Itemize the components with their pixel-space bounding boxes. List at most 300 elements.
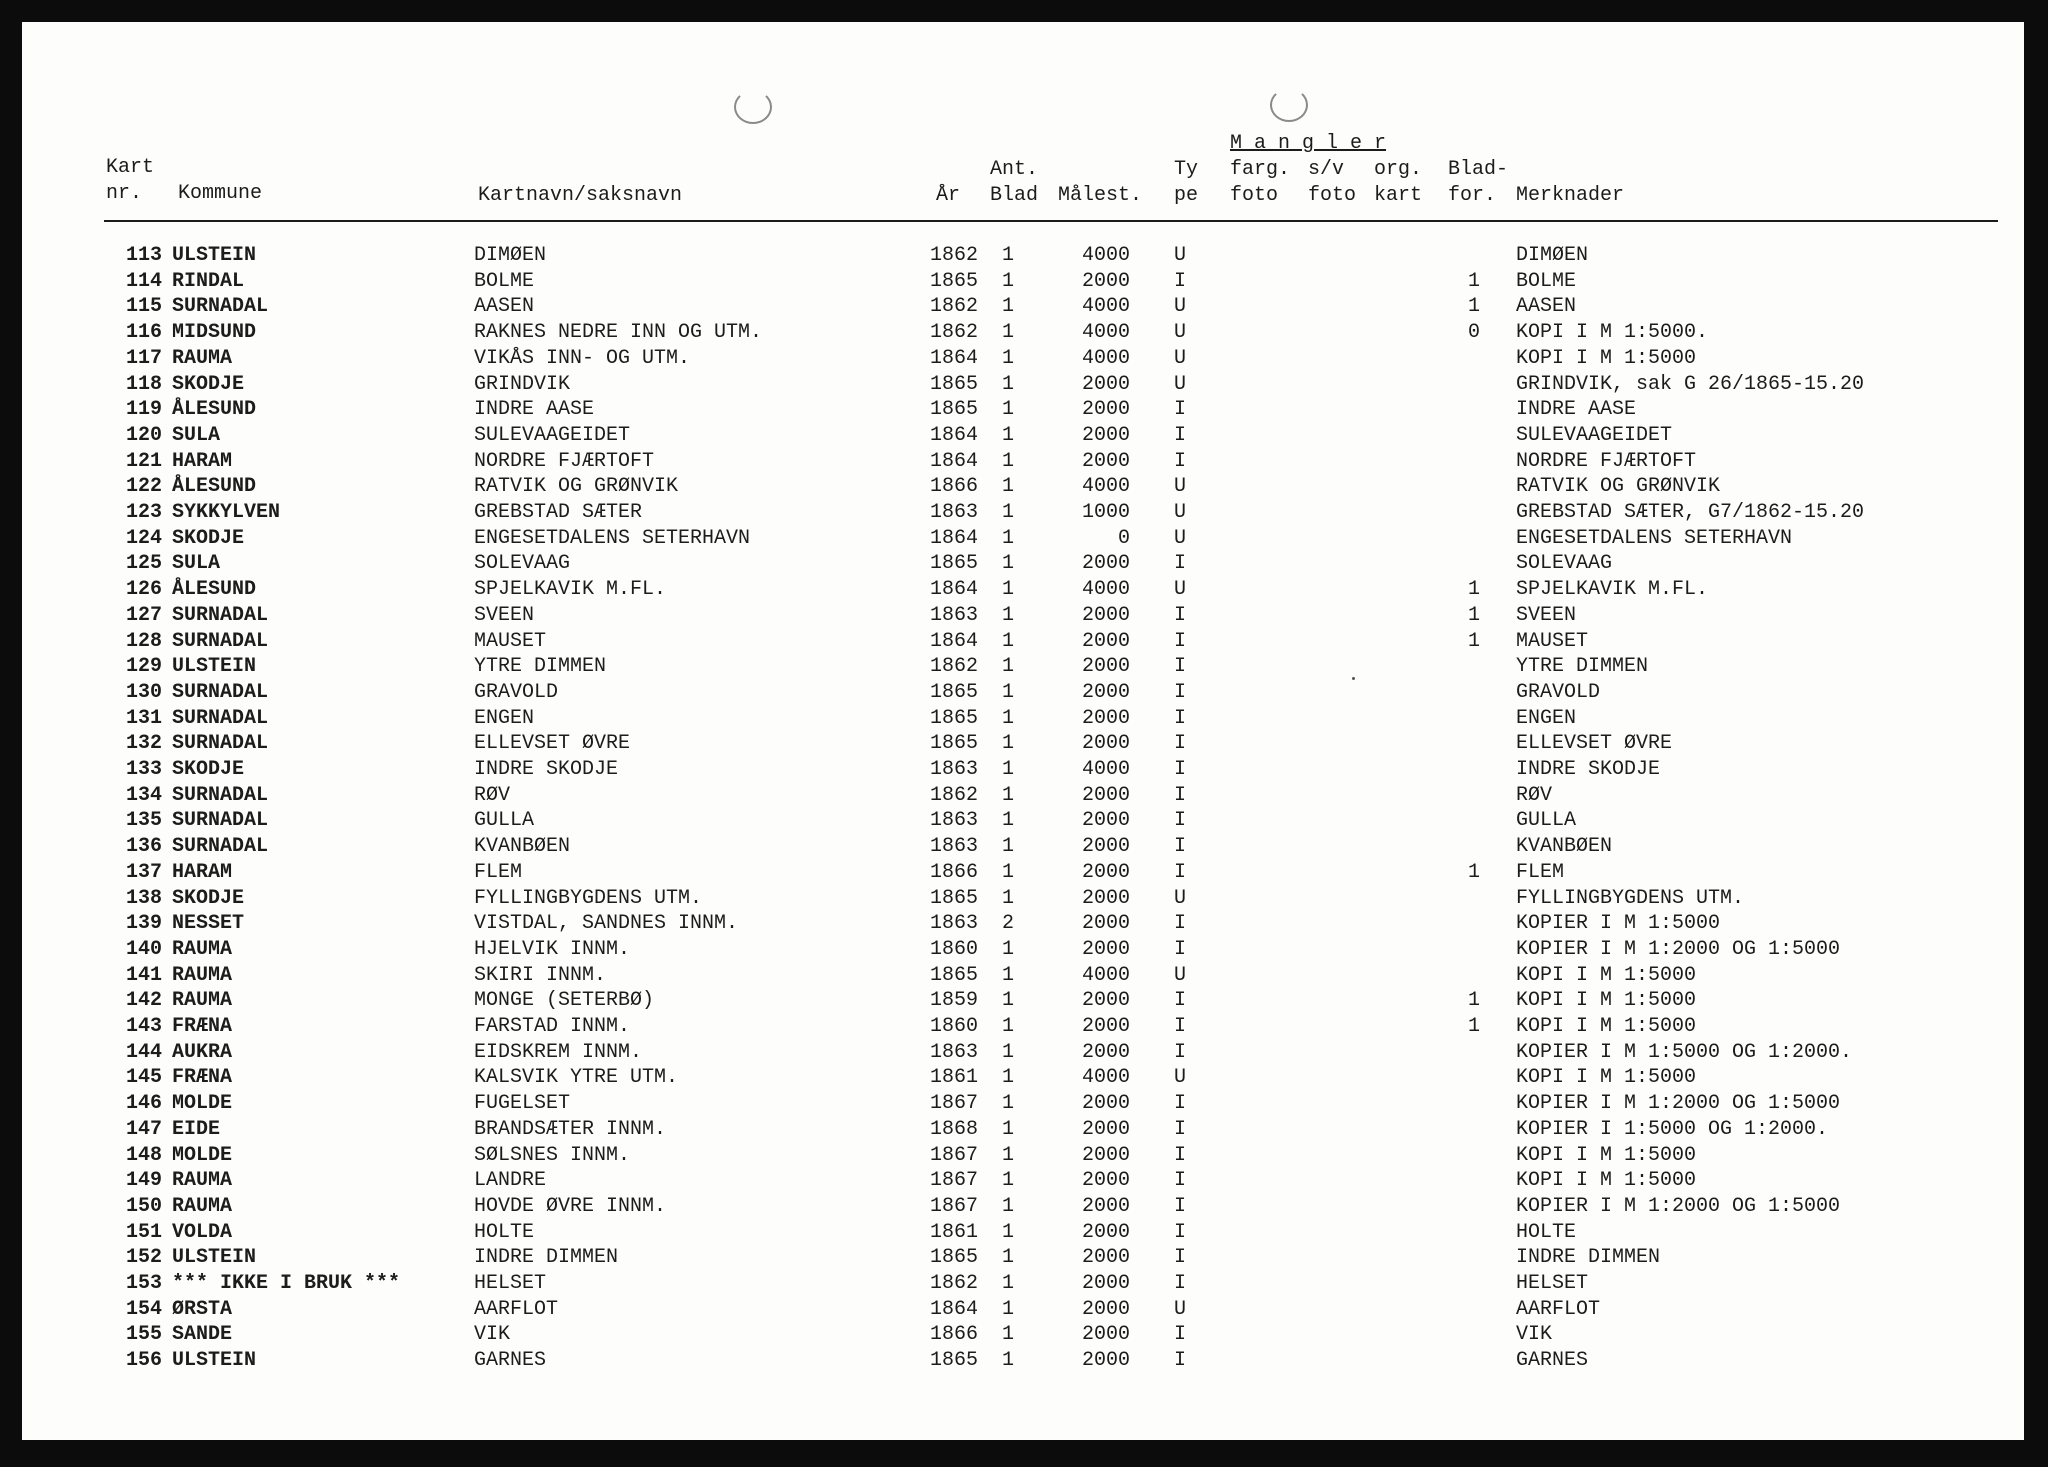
cell-map-name: FLEM xyxy=(474,861,523,884)
cell-sheet-count: 1 xyxy=(1002,1169,1015,1192)
cell-remarks: KOPI I M 1:5000 xyxy=(1516,1066,1697,1089)
cell-map-name: SVEEN xyxy=(474,604,535,627)
cell-year: 1867 xyxy=(929,1195,978,1218)
cell-map-type: I xyxy=(1174,1272,1187,1295)
cell-map-name: SKIRI INNM. xyxy=(474,964,607,987)
cell-remarks: FYLLINGBYGDENS UTM. xyxy=(1516,887,1745,910)
header-org-line2: kart xyxy=(1374,184,1423,207)
cell-remarks: ENGEN xyxy=(1516,707,1577,730)
mangler-heading: M a n g l e r xyxy=(1230,132,1387,155)
cell-map-number: 147 xyxy=(125,1118,162,1141)
cell-sheet-count: 1 xyxy=(1002,295,1015,318)
cell-map-number: 134 xyxy=(125,784,162,807)
cell-scale: 2000 xyxy=(1081,552,1130,575)
cell-map-name: AARFLOT xyxy=(474,1298,559,1321)
cell-map-name: INDRE AASE xyxy=(474,398,595,421)
cell-map-name: GRINDVIK xyxy=(474,373,571,396)
table-row xyxy=(22,424,2024,450)
cell-year: 1863 xyxy=(929,604,978,627)
cell-map-number: 154 xyxy=(125,1298,162,1321)
cell-scale: 2000 xyxy=(1081,1272,1130,1295)
cell-sheet-count: 1 xyxy=(1002,630,1015,653)
cell-municipality: MOLDE xyxy=(172,1144,233,1167)
cell-municipality: SURNADAL xyxy=(172,809,269,832)
cell-map-number: 123 xyxy=(125,501,162,524)
cell-map-name: SØLSNES INNM. xyxy=(474,1144,631,1167)
header-bladfor-line2: for. xyxy=(1448,184,1497,207)
cell-remarks: ENGESETDALENS SETERHAVN xyxy=(1516,527,1793,550)
cell-remarks: HOLTE xyxy=(1516,1221,1577,1244)
cell-sheet-count: 1 xyxy=(1002,861,1015,884)
cell-map-type: I xyxy=(1174,1144,1187,1167)
cell-scale: 2000 xyxy=(1081,604,1130,627)
table-row xyxy=(22,552,2024,578)
cell-map-name: LANDRE xyxy=(474,1169,547,1192)
cell-map-type: U xyxy=(1174,1066,1187,1089)
cell-map-type: I xyxy=(1174,1041,1187,1064)
cell-sheet-count: 1 xyxy=(1002,1323,1015,1346)
cell-year: 1865 xyxy=(929,552,978,575)
table-row xyxy=(22,964,2024,990)
cell-map-type: I xyxy=(1174,424,1187,447)
cell-sheet-count: 1 xyxy=(1002,501,1015,524)
table-row xyxy=(22,912,2024,938)
cell-municipality: SURNADAL xyxy=(172,604,269,627)
cell-missing-sheet: 1 xyxy=(1467,1015,1480,1038)
cell-map-number: 116 xyxy=(125,321,162,344)
cell-remarks: KVANBØEN xyxy=(1516,835,1613,858)
cell-municipality: AUKRA xyxy=(172,1041,233,1064)
cell-map-name: ENGESETDALENS SETERHAVN xyxy=(474,527,751,550)
cell-remarks: KOPI I M 1:5000 xyxy=(1516,989,1697,1012)
cell-missing-sheet: 1 xyxy=(1467,989,1480,1012)
cell-sheet-count: 1 xyxy=(1002,681,1015,704)
cell-map-name: GRAVOLD xyxy=(474,681,559,704)
cell-municipality: ULSTEIN xyxy=(172,1246,257,1269)
cell-municipality: SULA xyxy=(172,424,221,447)
cell-remarks: BOLME xyxy=(1516,270,1577,293)
header-type-line2: pe xyxy=(1174,184,1199,207)
cell-year: 1861 xyxy=(929,1221,978,1244)
cell-map-number: 114 xyxy=(125,270,162,293)
table-row xyxy=(22,1349,2024,1375)
cell-map-name: BRANDSÆTER INNM. xyxy=(474,1118,667,1141)
document-page xyxy=(22,22,2024,1440)
cell-municipality: ÅLESUND xyxy=(172,578,257,601)
cell-sheet-count: 1 xyxy=(1002,1246,1015,1269)
cell-sheet-count: 1 xyxy=(1002,1066,1015,1089)
cell-remarks: ELLEVSET ØVRE xyxy=(1516,732,1673,755)
cell-map-name: INDRE DIMMEN xyxy=(474,1246,619,1269)
cell-municipality: SURNADAL xyxy=(172,681,269,704)
table-row xyxy=(22,1195,2024,1221)
table-row xyxy=(22,1221,2024,1247)
cell-year: 1863 xyxy=(929,912,978,935)
cell-year: 1867 xyxy=(929,1144,978,1167)
cell-municipality: SYKKYLVEN xyxy=(172,501,281,524)
cell-sheet-count: 1 xyxy=(1002,1041,1015,1064)
cell-map-type: I xyxy=(1174,1246,1187,1269)
cell-remarks: KOPIER I M 1:5000 OG 1:2000. xyxy=(1516,1041,1853,1064)
cell-scale: 2000 xyxy=(1081,1118,1130,1141)
cell-map-type: U xyxy=(1174,964,1187,987)
cell-remarks: YTRE DIMMEN xyxy=(1516,655,1649,678)
cell-year: 1865 xyxy=(929,964,978,987)
cell-remarks: KOPIER I M 1:2000 OG 1:5000 xyxy=(1516,938,1841,961)
cell-map-type: I xyxy=(1174,758,1187,781)
table-row xyxy=(22,655,2024,681)
cell-year: 1860 xyxy=(929,938,978,961)
cell-year: 1865 xyxy=(929,887,978,910)
cell-remarks: VIK xyxy=(1516,1323,1553,1346)
cell-map-type: I xyxy=(1174,1015,1187,1038)
cell-map-name: RØV xyxy=(474,784,511,807)
cell-year: 1868 xyxy=(929,1118,978,1141)
cell-map-type: I xyxy=(1174,604,1187,627)
cell-map-type: U xyxy=(1174,527,1187,550)
header-malest: Målest. xyxy=(1058,184,1143,207)
header-rule xyxy=(104,220,1998,222)
cell-sheet-count: 1 xyxy=(1002,938,1015,961)
cell-map-number: 126 xyxy=(125,578,162,601)
cell-map-type: I xyxy=(1174,989,1187,1012)
cell-scale: 2000 xyxy=(1081,732,1130,755)
cell-remarks: GARNES xyxy=(1516,1349,1589,1372)
cell-sheet-count: 1 xyxy=(1002,321,1015,344)
cell-remarks: RØV xyxy=(1516,784,1553,807)
cell-year: 1864 xyxy=(929,347,978,370)
cell-map-number: 149 xyxy=(125,1169,162,1192)
cell-missing-sheet: 1 xyxy=(1467,270,1480,293)
cell-remarks: RATVIK OG GRØNVIK xyxy=(1516,475,1721,498)
cell-municipality: SURNADAL xyxy=(172,835,269,858)
cell-municipality: RAUMA xyxy=(172,347,233,370)
cell-year: 1864 xyxy=(929,1298,978,1321)
table-row xyxy=(22,1015,2024,1041)
cell-remarks: SVEEN xyxy=(1516,604,1577,627)
cell-sheet-count: 1 xyxy=(1002,707,1015,730)
cell-municipality: SURNADAL xyxy=(172,295,269,318)
cell-scale: 2000 xyxy=(1081,938,1130,961)
cell-map-name: YTRE DIMMEN xyxy=(474,655,607,678)
cell-map-number: 120 xyxy=(125,424,162,447)
cell-sheet-count: 2 xyxy=(1002,912,1015,935)
cell-sheet-count: 1 xyxy=(1002,732,1015,755)
cell-year: 1863 xyxy=(929,835,978,858)
cell-map-type: U xyxy=(1174,373,1187,396)
cell-scale: 2000 xyxy=(1081,989,1130,1012)
table-row xyxy=(22,475,2024,501)
cell-sheet-count: 1 xyxy=(1002,835,1015,858)
cell-remarks: DIMØEN xyxy=(1516,244,1589,267)
cell-map-number: 137 xyxy=(125,861,162,884)
cell-remarks: KOPI I M 1:5000 xyxy=(1516,1169,1697,1192)
cell-remarks: KOPIER I M 1:5000 xyxy=(1516,912,1721,935)
table-row xyxy=(22,527,2024,553)
cell-year: 1863 xyxy=(929,1041,978,1064)
table-row xyxy=(22,604,2024,630)
cell-year: 1860 xyxy=(929,1015,978,1038)
cell-scale: 2000 xyxy=(1081,655,1130,678)
cell-year: 1867 xyxy=(929,1092,978,1115)
cell-scale: 2000 xyxy=(1081,424,1130,447)
cell-scale: 4000 xyxy=(1081,1066,1130,1089)
table-row xyxy=(22,321,2024,347)
header-blad-line2: Blad xyxy=(990,184,1039,207)
header-sv-line1: s/v xyxy=(1308,158,1345,181)
cell-remarks: HELSET xyxy=(1516,1272,1589,1295)
cell-municipality: RAUMA xyxy=(172,938,233,961)
cell-map-type: I xyxy=(1174,270,1187,293)
cell-scale: 2000 xyxy=(1081,270,1130,293)
cell-sheet-count: 1 xyxy=(1002,1272,1015,1295)
cell-municipality: SULA xyxy=(172,552,221,575)
cell-sheet-count: 1 xyxy=(1002,1015,1015,1038)
cell-map-name: HOLTE xyxy=(474,1221,535,1244)
cell-map-type: I xyxy=(1174,1323,1187,1346)
header-sv-line2: foto xyxy=(1308,184,1357,207)
cell-remarks: NORDRE FJÆRTOFT xyxy=(1516,450,1697,473)
cell-year: 1867 xyxy=(929,1169,978,1192)
table-row xyxy=(22,1041,2024,1067)
cell-municipality: SKODJE xyxy=(172,887,245,910)
cell-year: 1862 xyxy=(929,655,978,678)
cell-municipality: RAUMA xyxy=(172,1169,233,1192)
cell-map-type: I xyxy=(1174,809,1187,832)
cell-year: 1864 xyxy=(929,630,978,653)
cell-year: 1865 xyxy=(929,707,978,730)
table-row xyxy=(22,732,2024,758)
cell-sheet-count: 1 xyxy=(1002,244,1015,267)
cell-remarks: SOLEVAAG xyxy=(1516,552,1613,575)
cell-map-type: U xyxy=(1174,244,1187,267)
header-kommune: Kommune xyxy=(178,182,263,205)
cell-map-number: 113 xyxy=(125,244,162,267)
cell-scale: 2000 xyxy=(1081,912,1130,935)
cell-map-number: 115 xyxy=(125,295,162,318)
cell-remarks: FLEM xyxy=(1516,861,1565,884)
cell-scale: 4000 xyxy=(1081,578,1130,601)
cell-year: 1864 xyxy=(929,424,978,447)
cell-map-type: U xyxy=(1174,578,1187,601)
cell-sheet-count: 1 xyxy=(1002,527,1015,550)
header-aar: År xyxy=(936,184,961,207)
cell-missing-sheet: 1 xyxy=(1467,630,1480,653)
header-blad-line1: Ant. xyxy=(990,158,1039,181)
cell-map-name: GARNES xyxy=(474,1349,547,1372)
table-row xyxy=(22,887,2024,913)
cell-scale: 2000 xyxy=(1081,1349,1130,1372)
cell-sheet-count: 1 xyxy=(1002,989,1015,1012)
cell-map-type: U xyxy=(1174,475,1187,498)
cell-map-number: 131 xyxy=(125,707,162,730)
cell-year: 1865 xyxy=(929,1246,978,1269)
cell-sheet-count: 1 xyxy=(1002,424,1015,447)
cell-map-type: I xyxy=(1174,707,1187,730)
cell-map-name: MAUSET xyxy=(474,630,547,653)
table-row xyxy=(22,681,2024,707)
table-row xyxy=(22,1246,2024,1272)
table-row xyxy=(22,938,2024,964)
cell-remarks: INDRE SKODJE xyxy=(1516,758,1661,781)
cell-map-number: 152 xyxy=(125,1246,162,1269)
cell-remarks: KOPI I M 1:5000 xyxy=(1516,347,1697,370)
cell-municipality: SANDE xyxy=(172,1323,233,1346)
cell-sheet-count: 1 xyxy=(1002,552,1015,575)
cell-map-name: KALSVIK YTRE UTM. xyxy=(474,1066,679,1089)
cell-map-name: DIMØEN xyxy=(474,244,547,267)
header-org-line1: org. xyxy=(1374,158,1423,181)
cell-remarks: SULEVAAGEIDET xyxy=(1516,424,1673,447)
cell-missing-sheet: 1 xyxy=(1467,578,1480,601)
cell-year: 1865 xyxy=(929,270,978,293)
cell-municipality: MIDSUND xyxy=(172,321,257,344)
cell-municipality: RAUMA xyxy=(172,1195,233,1218)
header-farg-line1: farg. xyxy=(1230,158,1291,181)
table-row xyxy=(22,1323,2024,1349)
cell-year: 1861 xyxy=(929,1066,978,1089)
table-row xyxy=(22,1092,2024,1118)
cell-scale: 2000 xyxy=(1081,835,1130,858)
cell-map-type: I xyxy=(1174,398,1187,421)
table-row xyxy=(22,1144,2024,1170)
cell-map-number: 136 xyxy=(125,835,162,858)
cell-sheet-count: 1 xyxy=(1002,1195,1015,1218)
cell-scale: 2000 xyxy=(1081,1323,1130,1346)
cell-municipality: FRÆNA xyxy=(172,1066,233,1089)
cell-municipality: EIDE xyxy=(172,1118,221,1141)
cell-municipality: SURNADAL xyxy=(172,784,269,807)
cell-scale: 4000 xyxy=(1081,964,1130,987)
cell-map-name: SPJELKAVIK M.FL. xyxy=(474,578,667,601)
cell-scale: 0 xyxy=(1117,527,1130,550)
cell-municipality: ULSTEIN xyxy=(172,655,257,678)
cell-map-name: SULEVAAGEIDET xyxy=(474,424,631,447)
cell-sheet-count: 1 xyxy=(1002,809,1015,832)
cell-sheet-count: 1 xyxy=(1002,655,1015,678)
cell-scale: 2000 xyxy=(1081,1092,1130,1115)
table-row xyxy=(22,758,2024,784)
cell-map-name: RATVIK OG GRØNVIK xyxy=(474,475,679,498)
cell-remarks: AARFLOT xyxy=(1516,1298,1601,1321)
cell-year: 1862 xyxy=(929,321,978,344)
cell-sheet-count: 1 xyxy=(1002,1349,1015,1372)
cell-municipality: MOLDE xyxy=(172,1092,233,1115)
cell-sheet-count: 1 xyxy=(1002,964,1015,987)
cell-municipality: ÅLESUND xyxy=(172,475,257,498)
cell-year: 1862 xyxy=(929,244,978,267)
cell-remarks: KOPI I M 1:5000 xyxy=(1516,1144,1697,1167)
cell-scale: 4000 xyxy=(1081,475,1130,498)
cell-missing-sheet: 0 xyxy=(1467,321,1480,344)
cell-municipality: ULSTEIN xyxy=(172,244,257,267)
cell-remarks: KOPI I M 1:5000 xyxy=(1516,1015,1697,1038)
cell-scale: 2000 xyxy=(1081,450,1130,473)
cell-map-name: HJELVIK INNM. xyxy=(474,938,631,961)
table-row xyxy=(22,809,2024,835)
cell-map-type: I xyxy=(1174,681,1187,704)
cell-map-type: U xyxy=(1174,501,1187,524)
cell-sheet-count: 1 xyxy=(1002,1221,1015,1244)
cell-map-name: VISTDAL, SANDNES INNM. xyxy=(474,912,739,935)
cell-year: 1865 xyxy=(929,398,978,421)
cell-scale: 2000 xyxy=(1081,1015,1130,1038)
cell-sheet-count: 1 xyxy=(1002,758,1015,781)
cell-map-type: I xyxy=(1174,1349,1187,1372)
cell-scale: 2000 xyxy=(1081,1041,1130,1064)
cell-map-type: I xyxy=(1174,1221,1187,1244)
header-merknader: Merknader xyxy=(1516,184,1625,207)
cell-map-type: I xyxy=(1174,552,1187,575)
table-row xyxy=(22,989,2024,1015)
cell-map-number: 135 xyxy=(125,809,162,832)
cell-map-number: 145 xyxy=(125,1066,162,1089)
cell-map-number: 150 xyxy=(125,1195,162,1218)
cell-scale: 2000 xyxy=(1081,887,1130,910)
cell-scale: 4000 xyxy=(1081,321,1130,344)
cell-sheet-count: 1 xyxy=(1002,475,1015,498)
cell-year: 1863 xyxy=(929,501,978,524)
cell-map-number: 119 xyxy=(125,398,162,421)
header-bladfor-line1: Blad- xyxy=(1448,158,1509,181)
cell-municipality: *** IKKE I BRUK *** xyxy=(172,1272,401,1295)
cell-map-number: 144 xyxy=(125,1041,162,1064)
cell-map-type: U xyxy=(1174,347,1187,370)
cell-year: 1862 xyxy=(929,295,978,318)
cell-municipality: NESSET xyxy=(172,912,245,935)
table-row xyxy=(22,450,2024,476)
cell-scale: 4000 xyxy=(1081,244,1130,267)
cell-municipality: SKODJE xyxy=(172,373,245,396)
cell-year: 1859 xyxy=(929,989,978,1012)
cell-municipality: SURNADAL xyxy=(172,732,269,755)
table-row xyxy=(22,501,2024,527)
cell-map-number: 151 xyxy=(125,1221,162,1244)
cell-map-number: 127 xyxy=(125,604,162,627)
table-row xyxy=(22,270,2024,296)
cell-map-name: ELLEVSET ØVRE xyxy=(474,732,631,755)
cell-map-type: U xyxy=(1174,887,1187,910)
cell-map-number: 146 xyxy=(125,1092,162,1115)
cell-year: 1864 xyxy=(929,578,978,601)
cell-municipality: SKODJE xyxy=(172,758,245,781)
cell-remarks: SPJELKAVIK M.FL. xyxy=(1516,578,1709,601)
cell-map-number: 121 xyxy=(125,450,162,473)
cell-map-number: 132 xyxy=(125,732,162,755)
table-row xyxy=(22,1118,2024,1144)
cell-scale: 2000 xyxy=(1081,373,1130,396)
cell-remarks: GREBSTAD SÆTER, G7/1862-15.20 xyxy=(1516,501,1865,524)
cell-municipality: ULSTEIN xyxy=(172,1349,257,1372)
cell-missing-sheet: 1 xyxy=(1467,604,1480,627)
cell-scale: 2000 xyxy=(1081,681,1130,704)
cell-sheet-count: 1 xyxy=(1002,398,1015,421)
cell-scale: 4000 xyxy=(1081,347,1130,370)
table-row xyxy=(22,578,2024,604)
cell-municipality: RINDAL xyxy=(172,270,245,293)
cell-scale: 2000 xyxy=(1081,1298,1130,1321)
cell-map-name: EIDSKREM INNM. xyxy=(474,1041,643,1064)
cell-map-name: SOLEVAAG xyxy=(474,552,571,575)
cell-sheet-count: 1 xyxy=(1002,450,1015,473)
cell-map-type: I xyxy=(1174,835,1187,858)
cell-remarks: AASEN xyxy=(1516,295,1577,318)
cell-scale: 2000 xyxy=(1081,1169,1130,1192)
cell-year: 1866 xyxy=(929,1323,978,1346)
cell-municipality: SURNADAL xyxy=(172,630,269,653)
table-row xyxy=(22,1272,2024,1298)
cell-map-type: I xyxy=(1174,450,1187,473)
